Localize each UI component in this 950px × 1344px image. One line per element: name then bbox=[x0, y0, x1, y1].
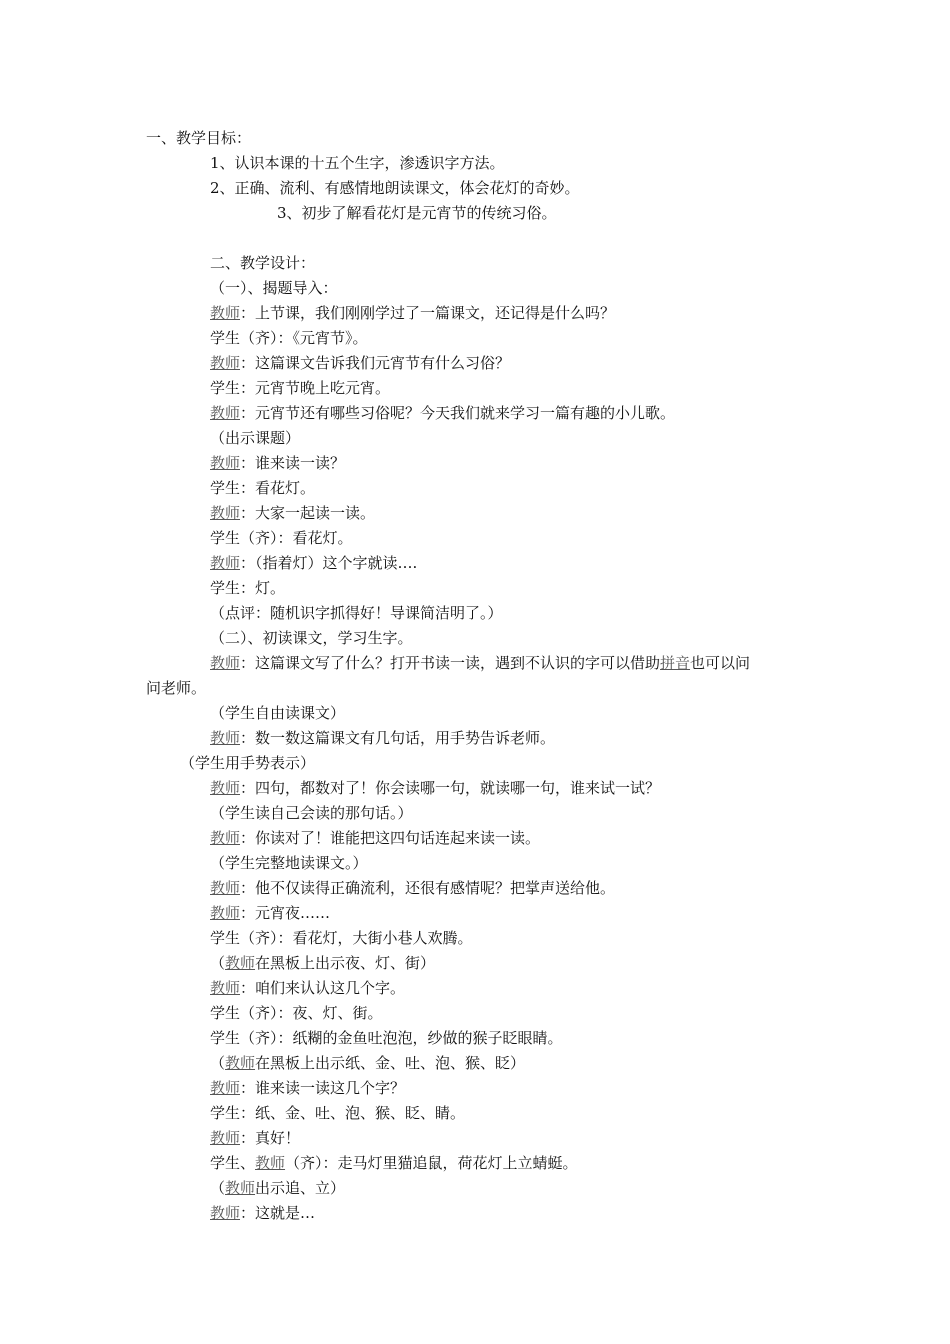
objective-item-2: 2、正确、流利、有感情地朗读课文，体会花灯的奇妙。 bbox=[210, 179, 580, 197]
note-line: （出示课题） bbox=[210, 429, 301, 447]
dialogue-text: ：元宵夜…… bbox=[240, 904, 331, 922]
dialogue-text: ：真好！ bbox=[240, 1129, 301, 1147]
objective-item-1: 1、认识本课的十五个生字，渗透识字方法。 bbox=[210, 154, 505, 172]
note-text: （ bbox=[210, 954, 226, 972]
teacher-label[interactable]: 教师 bbox=[225, 1054, 256, 1072]
dialogue-line bbox=[210, 1203, 315, 1223]
teacher-label[interactable]: 教师 bbox=[210, 654, 241, 672]
objective-item-3: 3、初步了解看花灯是元宵节的传统习俗。 bbox=[277, 204, 557, 222]
dialogue-line bbox=[210, 1078, 405, 1098]
teacher-label[interactable]: 教师 bbox=[210, 1129, 241, 1147]
dialogue-line bbox=[210, 453, 345, 473]
dialogue-line: 学生（齐）：《元宵节》。 bbox=[210, 329, 368, 347]
dialogue-text: ：谁来读一读？ bbox=[240, 454, 346, 472]
dialogue-line bbox=[210, 303, 615, 323]
dialogue-line bbox=[210, 828, 540, 848]
teacher-label[interactable]: 教师 bbox=[210, 1079, 241, 1097]
dialogue-line bbox=[210, 353, 510, 373]
dialogue-text: 也可以问 bbox=[690, 654, 751, 672]
note-text: 在黑板上出示纸、金、吐、泡、猴、眨） bbox=[255, 1054, 526, 1072]
dialogue-line bbox=[210, 403, 675, 423]
section-heading-1: （一）、揭题导入： bbox=[210, 279, 338, 297]
teacher-label[interactable]: 教师 bbox=[210, 779, 241, 797]
note-text: （ bbox=[210, 1179, 226, 1197]
dialogue-line: 学生（齐）：看花灯。 bbox=[210, 529, 353, 547]
note-line bbox=[210, 953, 435, 973]
teacher-label[interactable]: 教师 bbox=[210, 404, 241, 422]
objectives-heading: 一、教学目标： bbox=[146, 129, 252, 147]
teacher-label[interactable]: 教师 bbox=[210, 879, 241, 897]
dialogue-text: （齐）：走马灯里猫追鼠，荷花灯上立蜻蜓。 bbox=[285, 1154, 578, 1172]
dialogue-line: 学生：纸、金、吐、泡、猴、眨、睛。 bbox=[210, 1104, 466, 1122]
section-heading-2: （二）、初读课文，学习生字。 bbox=[210, 629, 413, 647]
dialogue-line bbox=[210, 1153, 578, 1173]
teacher-label[interactable]: 教师 bbox=[210, 979, 241, 997]
pinyin-link[interactable]: 拼音 bbox=[660, 654, 691, 672]
note-text: 出示追、立） bbox=[255, 1179, 346, 1197]
dialogue-line bbox=[210, 978, 405, 998]
teacher-label[interactable]: 教师 bbox=[210, 504, 241, 522]
note-line: （学生用手势表示） bbox=[180, 754, 316, 772]
dialogue-line bbox=[210, 553, 417, 573]
dialogue-line: 学生（齐）：看花灯，大街小巷人欢腾。 bbox=[210, 929, 473, 947]
dialogue-line: 学生（齐）：纸糊的金鱼吐泡泡，纱做的猴子眨眼睛。 bbox=[210, 1029, 563, 1047]
note-line: （学生自由读课文） bbox=[210, 704, 346, 722]
dialogue-text: ：这篇课文写了什么？打开书读一读，遇到不认识的字可以借助 bbox=[240, 654, 661, 672]
dialogue-line-continued: 问老师。 bbox=[146, 679, 207, 697]
dialogue-line bbox=[210, 1128, 300, 1148]
note-text: 在黑板上出示夜、灯、街） bbox=[255, 954, 436, 972]
note-line: （学生完整地读课文。） bbox=[210, 854, 368, 872]
teacher-label[interactable]: 教师 bbox=[210, 904, 241, 922]
dialogue-line bbox=[210, 503, 375, 523]
dialogue-text: ：这篇课文告诉我们元宵节有什么习俗？ bbox=[240, 354, 511, 372]
dialogue-line: 学生（齐）：夜、灯、街。 bbox=[210, 1004, 383, 1022]
dialogue-line bbox=[210, 653, 750, 673]
teacher-label[interactable]: 教师 bbox=[225, 954, 256, 972]
dialogue-line: 学生：看花灯。 bbox=[210, 479, 316, 497]
dialogue-text: ：大家一起读一读。 bbox=[240, 504, 376, 522]
dialogue-line bbox=[210, 778, 660, 798]
note-line: （点评：随机识字抓得好！导课简洁明了。） bbox=[210, 604, 503, 622]
design-heading: 二、教学设计： bbox=[210, 254, 316, 272]
dialogue-text: ：元宵节还有哪些习俗呢？今天我们就来学习一篇有趣的小儿歌。 bbox=[240, 404, 676, 422]
teacher-label[interactable]: 教师 bbox=[225, 1179, 256, 1197]
dialogue-line bbox=[210, 728, 555, 748]
teacher-label[interactable]: 教师 bbox=[255, 1154, 286, 1172]
dialogue-text: ：上节课，我们刚刚学过了一篇课文，还记得是什么吗？ bbox=[240, 304, 616, 322]
teacher-label[interactable]: 教师 bbox=[210, 304, 241, 322]
dialogue-line: 学生：灯。 bbox=[210, 579, 286, 597]
teacher-label[interactable]: 教师 bbox=[210, 454, 241, 472]
teacher-label[interactable]: 教师 bbox=[210, 1204, 241, 1222]
dialogue-text: ：谁来读一读这几个字？ bbox=[240, 1079, 406, 1097]
dialogue-text: ：咱们来认认这几个字。 bbox=[240, 979, 406, 997]
note-line bbox=[210, 1053, 525, 1073]
dialogue-text: ：数一数这篇课文有几句话，用手势告诉老师。 bbox=[240, 729, 556, 747]
note-line: （学生读自己会读的那句话。） bbox=[210, 804, 413, 822]
note-text: （ bbox=[210, 1054, 226, 1072]
dialogue-text: ：（指着灯）这个字就读…. bbox=[240, 554, 418, 572]
teacher-label[interactable]: 教师 bbox=[210, 729, 241, 747]
teacher-label[interactable]: 教师 bbox=[210, 354, 241, 372]
dialogue-text: 学生、 bbox=[210, 1154, 256, 1172]
dialogue-text: ：四句，都数对了！你会读哪一句，就读哪一句，谁来试一试？ bbox=[240, 779, 661, 797]
dialogue-line: 学生：元宵节晚上吃元宵。 bbox=[210, 379, 391, 397]
note-line bbox=[210, 1178, 345, 1198]
dialogue-line bbox=[210, 903, 330, 923]
dialogue-text: ：你读对了！谁能把这四句话连起来读一读。 bbox=[240, 829, 541, 847]
dialogue-text: ：他不仅读得正确流利，还很有感情呢？把掌声送给他。 bbox=[240, 879, 616, 897]
dialogue-text: ：这就是… bbox=[240, 1204, 316, 1222]
teacher-label[interactable]: 教师 bbox=[210, 829, 241, 847]
dialogue-line bbox=[210, 878, 615, 898]
teacher-label[interactable]: 教师 bbox=[210, 554, 241, 572]
